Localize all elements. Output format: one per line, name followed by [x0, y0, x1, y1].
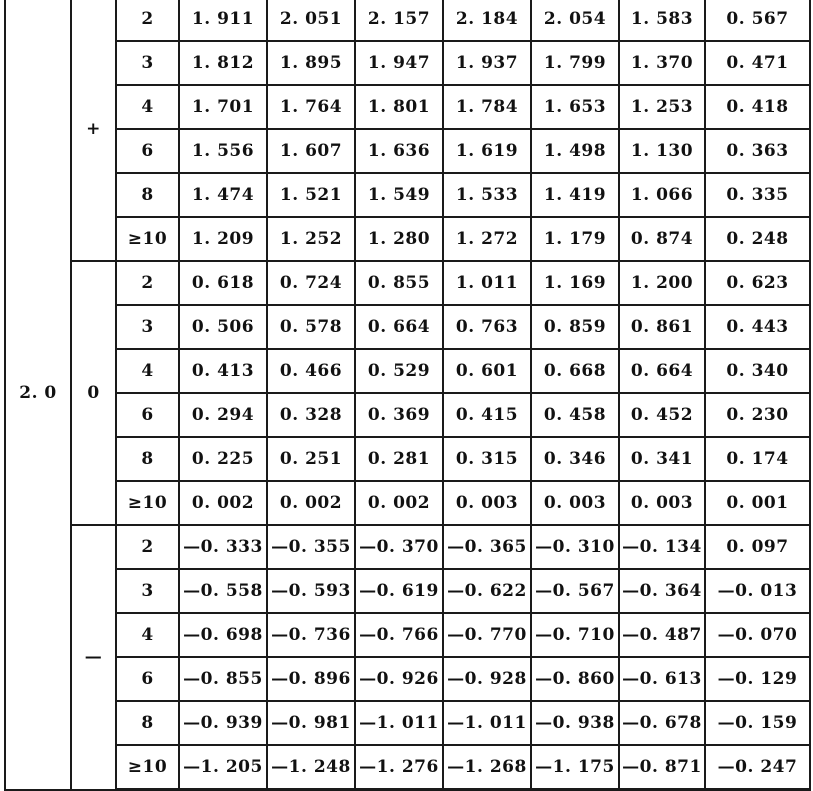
table-row: [5, 41, 810, 85]
value-cell: —0. 938: [531, 701, 619, 745]
row-index-cell: 3: [116, 305, 179, 349]
value-cell: 0. 623: [705, 261, 810, 305]
value-cell: 0. 861: [619, 305, 705, 349]
value-cell: —0. 129: [705, 657, 810, 701]
value-cell: 1. 812: [179, 41, 267, 85]
table-row: [5, 393, 810, 437]
value-cell: 2. 054: [531, 0, 619, 41]
value-cell: —0. 310: [531, 525, 619, 569]
row-index-cell: 6: [116, 393, 179, 437]
value-cell: 1. 607: [267, 129, 355, 173]
value-cell: 1. 498: [531, 129, 619, 173]
value-cell: 2. 157: [355, 0, 443, 41]
value-cell: 1. 419: [531, 173, 619, 217]
value-cell: —0. 070: [705, 613, 810, 657]
value-cell: 1. 533: [443, 173, 531, 217]
value-cell: 0. 668: [531, 349, 619, 393]
table-row: [5, 745, 810, 790]
value-cell: 1. 521: [267, 173, 355, 217]
main-parameter-cell: 2. 0: [5, 0, 71, 790]
value-cell: —0. 939: [179, 701, 267, 745]
value-cell: 0. 251: [267, 437, 355, 481]
value-cell: —0. 622: [443, 569, 531, 613]
value-cell: —0. 364: [619, 569, 705, 613]
row-index-cell: ≥10: [116, 481, 179, 525]
value-cell: —0. 855: [179, 657, 267, 701]
value-cell: 0. 341: [619, 437, 705, 481]
value-cell: 0. 443: [705, 305, 810, 349]
row-index-cell: ≥10: [116, 217, 179, 261]
value-cell: 1. 619: [443, 129, 531, 173]
table-row: [5, 701, 810, 745]
value-cell: 1. 011: [443, 261, 531, 305]
value-cell: 0. 578: [267, 305, 355, 349]
value-cell: 1. 253: [619, 85, 705, 129]
table-row: [5, 129, 810, 173]
table-row: [5, 437, 810, 481]
value-cell: —0. 487: [619, 613, 705, 657]
value-cell: 0. 002: [355, 481, 443, 525]
value-cell: —1. 268: [443, 745, 531, 790]
value-cell: —0. 766: [355, 613, 443, 657]
value-cell: —1. 011: [443, 701, 531, 745]
value-cell: 1. 169: [531, 261, 619, 305]
value-cell: 0. 294: [179, 393, 267, 437]
value-cell: 1. 764: [267, 85, 355, 129]
row-index-cell: 6: [116, 657, 179, 701]
value-cell: —0. 134: [619, 525, 705, 569]
row-index-cell: 8: [116, 173, 179, 217]
value-cell: 0. 874: [619, 217, 705, 261]
row-index-cell: 2: [116, 261, 179, 305]
value-cell: 0. 724: [267, 261, 355, 305]
value-cell: 0. 418: [705, 85, 810, 129]
value-cell: 0. 452: [619, 393, 705, 437]
value-cell: —0. 981: [267, 701, 355, 745]
value-cell: —0. 710: [531, 613, 619, 657]
sign-cell: +: [71, 0, 116, 261]
value-cell: 0. 369: [355, 393, 443, 437]
value-cell: 0. 097: [705, 525, 810, 569]
value-cell: 1. 252: [267, 217, 355, 261]
value-cell: 1. 701: [179, 85, 267, 129]
value-cell: —0. 736: [267, 613, 355, 657]
value-cell: 0. 664: [355, 305, 443, 349]
value-cell: 0. 003: [443, 481, 531, 525]
value-cell: 0. 567: [705, 0, 810, 41]
value-cell: —1. 248: [267, 745, 355, 790]
value-cell: 1. 653: [531, 85, 619, 129]
value-cell: 0. 281: [355, 437, 443, 481]
row-index-cell: 3: [116, 569, 179, 613]
value-cell: 0. 763: [443, 305, 531, 349]
value-cell: 1. 130: [619, 129, 705, 173]
table-body: [5, 0, 810, 790]
value-cell: 0. 855: [355, 261, 443, 305]
value-cell: 1. 200: [619, 261, 705, 305]
value-cell: 1. 911: [179, 0, 267, 41]
value-cell: 0. 003: [531, 481, 619, 525]
value-cell: 0. 471: [705, 41, 810, 85]
table-row: [5, 173, 810, 217]
value-cell: 0. 230: [705, 393, 810, 437]
value-cell: 0. 002: [267, 481, 355, 525]
table-row: [5, 349, 810, 393]
value-cell: 0. 618: [179, 261, 267, 305]
value-cell: —0. 370: [355, 525, 443, 569]
sign-cell: 0: [71, 261, 116, 525]
row-index-cell: 8: [116, 701, 179, 745]
row-index-cell: 8: [116, 437, 179, 481]
value-cell: 1. 209: [179, 217, 267, 261]
value-cell: —0. 333: [179, 525, 267, 569]
row-index-cell: 6: [116, 129, 179, 173]
value-cell: —1. 205: [179, 745, 267, 790]
value-cell: 0. 335: [705, 173, 810, 217]
value-cell: 2. 184: [443, 0, 531, 41]
coefficient-table: [4, 0, 811, 791]
row-index-cell: 2: [116, 0, 179, 41]
value-cell: —0. 365: [443, 525, 531, 569]
value-cell: 2. 051: [267, 0, 355, 41]
row-index-cell: ≥10: [116, 745, 179, 790]
value-cell: 0. 415: [443, 393, 531, 437]
value-cell: 0. 003: [619, 481, 705, 525]
value-cell: 0. 859: [531, 305, 619, 349]
value-cell: 0. 328: [267, 393, 355, 437]
value-cell: —1. 276: [355, 745, 443, 790]
value-cell: 1. 066: [619, 173, 705, 217]
value-cell: —0. 558: [179, 569, 267, 613]
value-cell: 0. 002: [179, 481, 267, 525]
row-index-cell: 4: [116, 349, 179, 393]
value-cell: 1. 784: [443, 85, 531, 129]
value-cell: —0. 567: [531, 569, 619, 613]
value-cell: 0. 225: [179, 437, 267, 481]
value-cell: 1. 556: [179, 129, 267, 173]
value-cell: 0. 601: [443, 349, 531, 393]
value-cell: 1. 947: [355, 41, 443, 85]
value-cell: 1. 474: [179, 173, 267, 217]
table-row: [5, 569, 810, 613]
value-cell: 0. 315: [443, 437, 531, 481]
value-cell: —0. 770: [443, 613, 531, 657]
value-cell: 0. 340: [705, 349, 810, 393]
row-index-cell: 3: [116, 41, 179, 85]
value-cell: 1. 799: [531, 41, 619, 85]
table-row: [5, 525, 810, 569]
value-cell: —0. 593: [267, 569, 355, 613]
value-cell: —1. 011: [355, 701, 443, 745]
value-cell: —0. 678: [619, 701, 705, 745]
value-cell: 0. 248: [705, 217, 810, 261]
value-cell: 1. 549: [355, 173, 443, 217]
value-cell: 0. 506: [179, 305, 267, 349]
value-cell: 1. 272: [443, 217, 531, 261]
value-cell: —0. 698: [179, 613, 267, 657]
value-cell: 1. 583: [619, 0, 705, 41]
value-cell: 0. 466: [267, 349, 355, 393]
value-cell: —0. 619: [355, 569, 443, 613]
table-row: [5, 613, 810, 657]
table-row: [5, 261, 810, 305]
value-cell: 1. 937: [443, 41, 531, 85]
value-cell: —0. 860: [531, 657, 619, 701]
table-row: [5, 481, 810, 525]
value-cell: —0. 928: [443, 657, 531, 701]
value-cell: 0. 346: [531, 437, 619, 481]
value-cell: 1. 280: [355, 217, 443, 261]
value-cell: —0. 871: [619, 745, 705, 790]
value-cell: 0. 664: [619, 349, 705, 393]
value-cell: 0. 413: [179, 349, 267, 393]
table-row: [5, 657, 810, 701]
value-cell: 0. 458: [531, 393, 619, 437]
value-cell: —0. 613: [619, 657, 705, 701]
value-cell: 0. 363: [705, 129, 810, 173]
value-cell: 0. 529: [355, 349, 443, 393]
value-cell: 1. 801: [355, 85, 443, 129]
value-cell: 1. 895: [267, 41, 355, 85]
value-cell: —0. 013: [705, 569, 810, 613]
value-cell: —0. 926: [355, 657, 443, 701]
value-cell: 1. 179: [531, 217, 619, 261]
value-cell: 0. 001: [705, 481, 810, 525]
value-cell: —0. 159: [705, 701, 810, 745]
value-cell: 1. 636: [355, 129, 443, 173]
value-cell: —0. 355: [267, 525, 355, 569]
value-cell: —1. 175: [531, 745, 619, 790]
value-cell: 1. 370: [619, 41, 705, 85]
value-cell: —0. 896: [267, 657, 355, 701]
table-row: [5, 0, 810, 41]
row-index-cell: 2: [116, 525, 179, 569]
value-cell: —0. 247: [705, 745, 810, 790]
table-row: [5, 305, 810, 349]
value-cell: 0. 174: [705, 437, 810, 481]
row-index-cell: 4: [116, 613, 179, 657]
table-row: [5, 217, 810, 261]
row-index-cell: 4: [116, 85, 179, 129]
table-row: [5, 85, 810, 129]
sign-cell: —: [71, 525, 116, 790]
